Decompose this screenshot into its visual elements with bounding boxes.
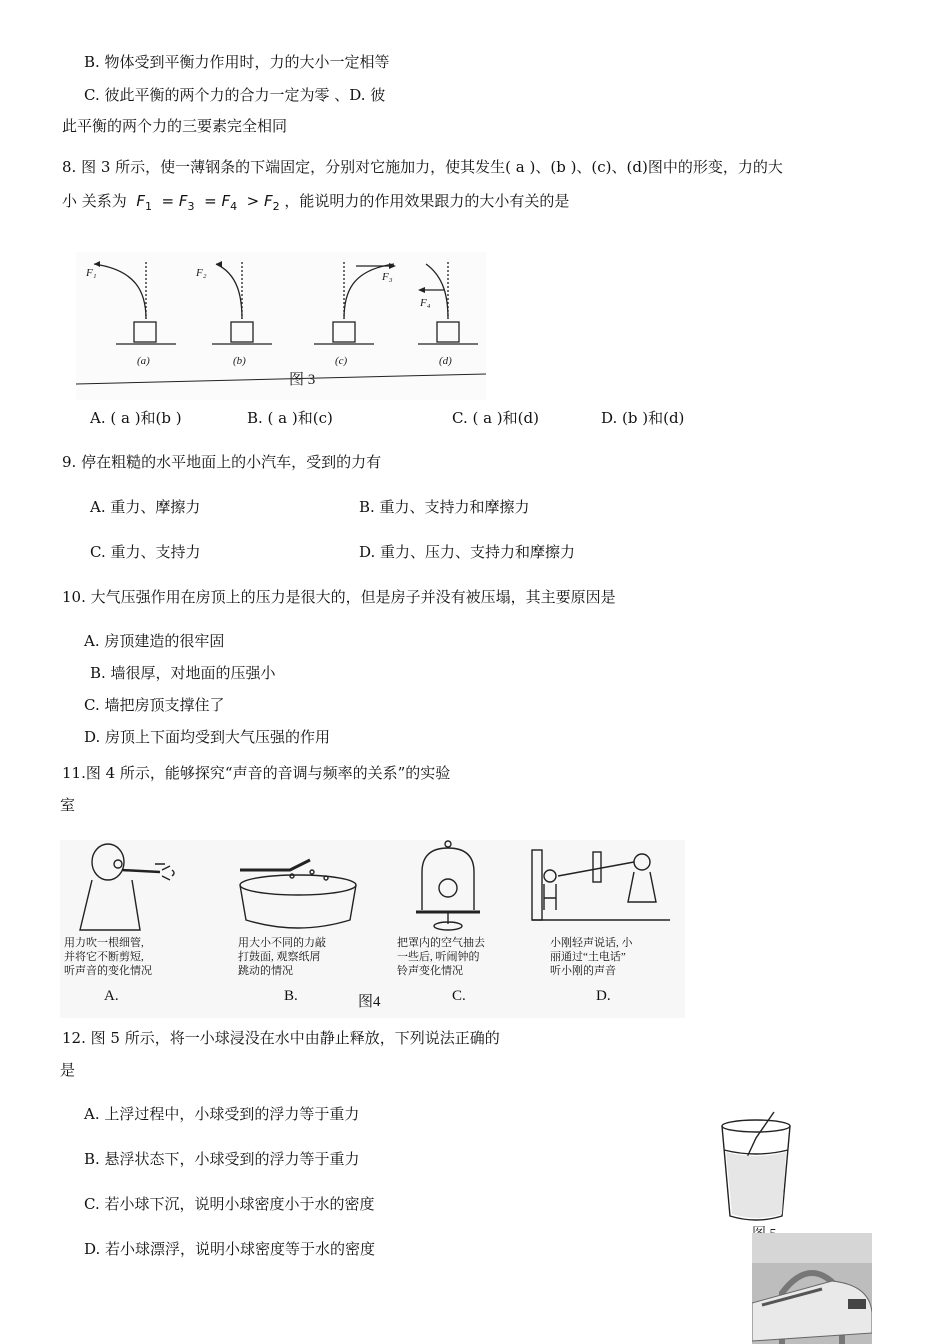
- sublabel-c: (c): [335, 355, 348, 367]
- water-fill: [726, 1152, 786, 1218]
- panel-a-line1: 用力吹一根细管,: [64, 937, 144, 949]
- q8-option-d: D. (b )和(d): [601, 409, 685, 427]
- train-photo: [752, 1233, 872, 1344]
- panel-a-line2: 并将它不断剪短,: [64, 951, 144, 963]
- panel-b-line3: 跳动的情况: [238, 965, 293, 977]
- q10-option-d: D. 房顶上下面均受到大气压强的作用: [84, 728, 331, 746]
- panel-b-label: B.: [284, 988, 298, 1004]
- q11-stem-continuation: 室: [60, 796, 76, 814]
- panel-d-line3: 听小刚的声音: [550, 965, 616, 977]
- label-f3: F₃: [382, 271, 393, 283]
- q9-option-b: B. 重力、支持力和摩擦力: [359, 498, 530, 516]
- sublabel-b: (b): [233, 355, 246, 367]
- q7-option-d-continuation: 此平衡的两个力的三要素完全相同: [62, 117, 288, 135]
- label-f2: F₂: [196, 267, 207, 279]
- panel-d-line1: 小刚轻声说话, 小: [550, 937, 633, 949]
- q7-option-b: B. 物体受到平衡力作用时，力的大小一定相等: [84, 53, 390, 71]
- figure-5: [712, 1108, 808, 1240]
- figure-3: [76, 252, 486, 400]
- q10-option-c: C. 墙把房顶支撑住了: [84, 696, 225, 714]
- sublabel-d: (d): [439, 355, 452, 367]
- panel-c-label: C.: [452, 988, 466, 1004]
- q8-stem-line2: [62, 191, 569, 217]
- q8-option-a: A. ( a )和(b ): [90, 409, 182, 427]
- panel-c-line2: 一些后, 听闹钟的: [397, 951, 480, 963]
- q12-stem-continuation: 是: [60, 1061, 76, 1079]
- q8-stem-line1: 8. 图 3 所示，使一薄钢条的下端固定，分别对它施加力，使其发生( a )、(b )、(c)、(d)图中的形变，力的大: [62, 158, 783, 176]
- q8-option-c: C. ( a )和(d): [452, 409, 539, 427]
- q12-option-d: D. 若小球漂浮，说明小球密度等于水的密度: [84, 1240, 376, 1258]
- figure-3-caption: 图 3: [289, 372, 316, 388]
- panel-c-line3: 铃声变化情况: [397, 965, 463, 977]
- q8-stem-suffix: ，能说明力的作用效果跟力的大小有关的是: [284, 192, 570, 210]
- q11-stem: 11.图 4 所示，能够探究“声音的音调与频率的关系”的实验: [62, 764, 451, 782]
- q10-option-b: B. 墙很厚，对地面的压强小: [90, 664, 276, 682]
- label-f1: F₁: [86, 267, 97, 279]
- q9-option-d: D. 重力、压力、支持力和摩擦力: [359, 543, 576, 561]
- figure-4: [60, 840, 685, 1018]
- q7-option-c: C. 彼此平衡的两个力的合力一定为零 、D. 彼: [84, 86, 386, 104]
- q12-option-c: C. 若小球下沉，说明小球密度小于水的密度: [84, 1195, 375, 1213]
- panel-b-line2: 打鼓面, 观察纸屑: [238, 951, 321, 963]
- water-surface: [724, 1150, 788, 1154]
- panel-a-label: A.: [104, 988, 119, 1004]
- q9-stem: 9. 停在粗糙的水平地面上的小汽车，受到的力有: [62, 453, 382, 471]
- q10-option-a: A. 房顶建造的很牢固: [84, 632, 225, 650]
- figure-4-caption: 图4: [358, 994, 381, 1010]
- q12-stem: 12. 图 5 所示，将一小球浸没在水中由静止释放，下列说法正确的: [62, 1029, 500, 1047]
- q8-formula: $F_1 = F_3 = F_4 > F_2$: [136, 192, 280, 213]
- q8-stem-prefix: 小 关系为: [62, 192, 127, 210]
- q12-option-a: A. 上浮过程中，小球受到的浮力等于重力: [84, 1105, 360, 1123]
- label-f4: F₄: [420, 297, 431, 309]
- q9-option-a: A. 重力、摩擦力: [90, 498, 201, 516]
- panel-a-line3: 听声音的变化情况: [64, 965, 152, 977]
- q10-stem: 10. 大气压强作用在房顶上的压力是很大的，但是房子并没有被压塌，其主要原因是: [62, 588, 616, 606]
- q8-option-b: B. ( a )和(c): [247, 409, 333, 427]
- q9-option-c: C. 重力、支持力: [90, 543, 201, 561]
- q12-option-b: B. 悬浮状态下，小球受到的浮力等于重力: [84, 1150, 360, 1168]
- train-window: [848, 1299, 866, 1309]
- panel-d-label: D.: [596, 988, 611, 1004]
- panel-d-line2: 丽通过“土电话”: [550, 951, 626, 963]
- panel-b-line1: 用大小不同的力敲: [238, 937, 326, 949]
- sublabel-a: (a): [137, 355, 150, 367]
- panel-c-line1: 把罩内的空气抽去: [397, 937, 485, 949]
